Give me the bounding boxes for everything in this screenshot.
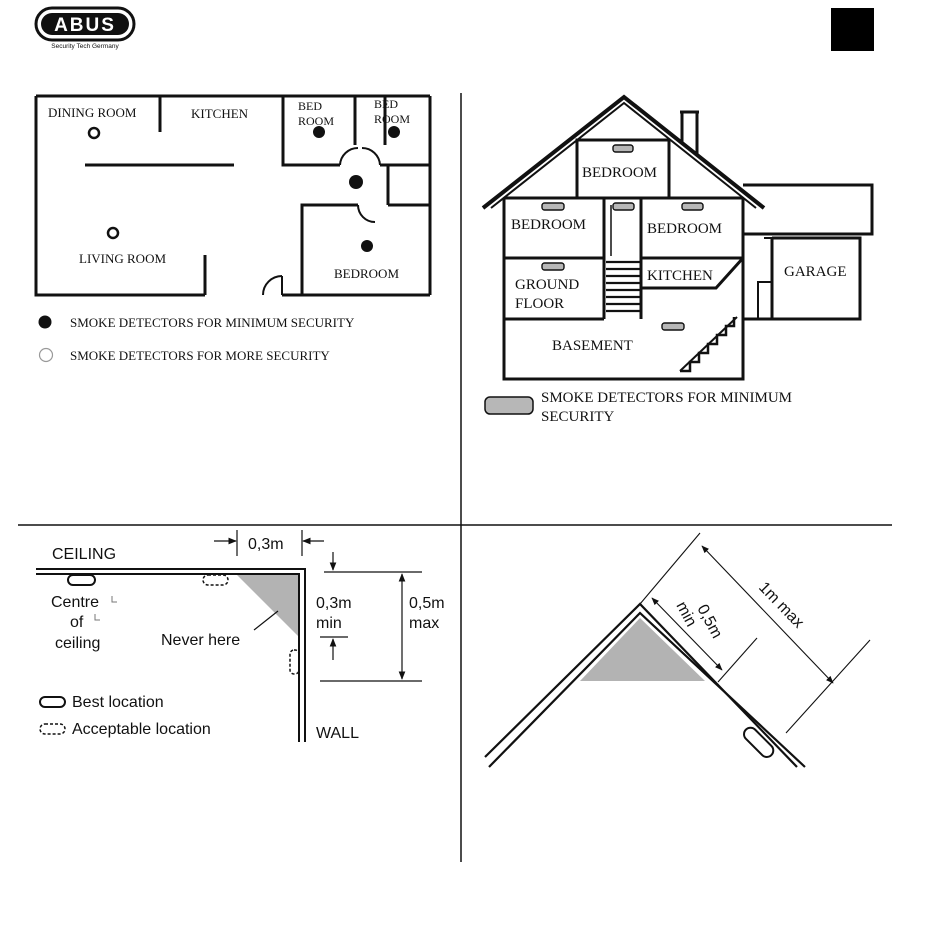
- page-marker-square: [831, 8, 874, 51]
- dimension-min-value: 0,3m: [316, 595, 352, 612]
- dimension-max-label: max: [409, 615, 440, 632]
- centre-label-2: of: [70, 614, 84, 631]
- room-living: LIVING ROOM: [79, 251, 167, 266]
- room-bed2-line2: ROOM: [374, 112, 411, 126]
- ceiling-label: CEILING: [52, 546, 117, 563]
- best-location-marker: [68, 575, 95, 585]
- detector-minimum-security: [388, 126, 400, 138]
- legend-hollow-dot: [40, 349, 53, 362]
- dimension-top: 0,3m: [248, 536, 284, 553]
- roof-dim-outer: 1m max: [755, 578, 807, 632]
- house-detector: [613, 203, 634, 210]
- acceptable-location-ceiling: [203, 575, 228, 585]
- room-bed1-line1: BED: [298, 99, 322, 113]
- legend-best-shape: [40, 697, 65, 707]
- acceptable-location-wall: [290, 650, 299, 674]
- legend-best-label: Best location: [72, 694, 164, 711]
- roof-diagram: [485, 533, 870, 767]
- house-detector: [682, 203, 703, 210]
- room-bed1-line2: ROOM: [298, 114, 335, 128]
- dimension-max-value: 0,5m: [409, 595, 445, 612]
- legend-filled-dot: [39, 316, 52, 329]
- never-here-label: Never here: [161, 632, 241, 649]
- floorplan-detectors: [89, 126, 400, 252]
- centre-label-1: Centre: [51, 594, 100, 611]
- roof-dim-inner-label: min: [672, 598, 700, 630]
- house-legend-line1: SMOKE DETECTORS FOR MINIMUM: [541, 390, 793, 406]
- house-room-ground-2: FLOOR: [515, 296, 565, 312]
- house-room-kitchen: KITCHEN: [647, 268, 713, 284]
- never-here-zone: [236, 574, 299, 637]
- detector-minimum-security: [361, 240, 373, 252]
- brand-tagline: Security Tech Germany: [51, 43, 119, 50]
- detector-minimum-security: [349, 175, 363, 189]
- house-legend-line2: SECURITY: [541, 409, 615, 425]
- house-room-basement: BASEMENT: [552, 338, 633, 354]
- legend-minimum-security: SMOKE DETECTORS FOR MINIMUM SECURITY: [70, 315, 355, 330]
- centre-label-3: ceiling: [55, 635, 101, 652]
- room-bed2-line1: BED: [374, 97, 398, 111]
- house-stair-rungs: [606, 262, 640, 311]
- detector-more-security: [89, 128, 99, 138]
- floorplan-legend: [39, 315, 355, 363]
- legend-detector-swatch: [485, 397, 533, 414]
- house-detector: [542, 203, 564, 210]
- room-kitchen: KITCHEN: [191, 106, 249, 121]
- legend-acceptable-label: Acceptable location: [72, 721, 211, 738]
- room-dining: DINING ROOM: [48, 105, 137, 120]
- house-room-garage: GARAGE: [784, 264, 847, 280]
- house-room-ground-1: GROUND: [515, 277, 580, 293]
- brand-name: ABUS: [54, 15, 116, 36]
- dimension-min-label: min: [316, 615, 342, 632]
- house-diagram: [483, 97, 872, 379]
- roof-detector: [741, 725, 776, 760]
- house-detector: [542, 263, 564, 270]
- house-legend: [485, 390, 792, 425]
- house-detector: [613, 145, 633, 152]
- room-bedroom: BEDROOM: [334, 266, 400, 281]
- house-room-left: BEDROOM: [511, 217, 587, 233]
- house-detector: [662, 323, 684, 330]
- roof-dim-inner-value: 0,5m: [693, 601, 726, 642]
- detector-more-security: [108, 228, 118, 238]
- legend-more-security: SMOKE DETECTORS FOR MORE SECURITY: [70, 348, 330, 363]
- house-room-right: BEDROOM: [647, 221, 723, 237]
- legend-acceptable-shape: [40, 724, 65, 734]
- abus-logo: [36, 8, 134, 50]
- house-room-attic: BEDROOM: [582, 165, 658, 181]
- wall-label: WALL: [316, 725, 359, 742]
